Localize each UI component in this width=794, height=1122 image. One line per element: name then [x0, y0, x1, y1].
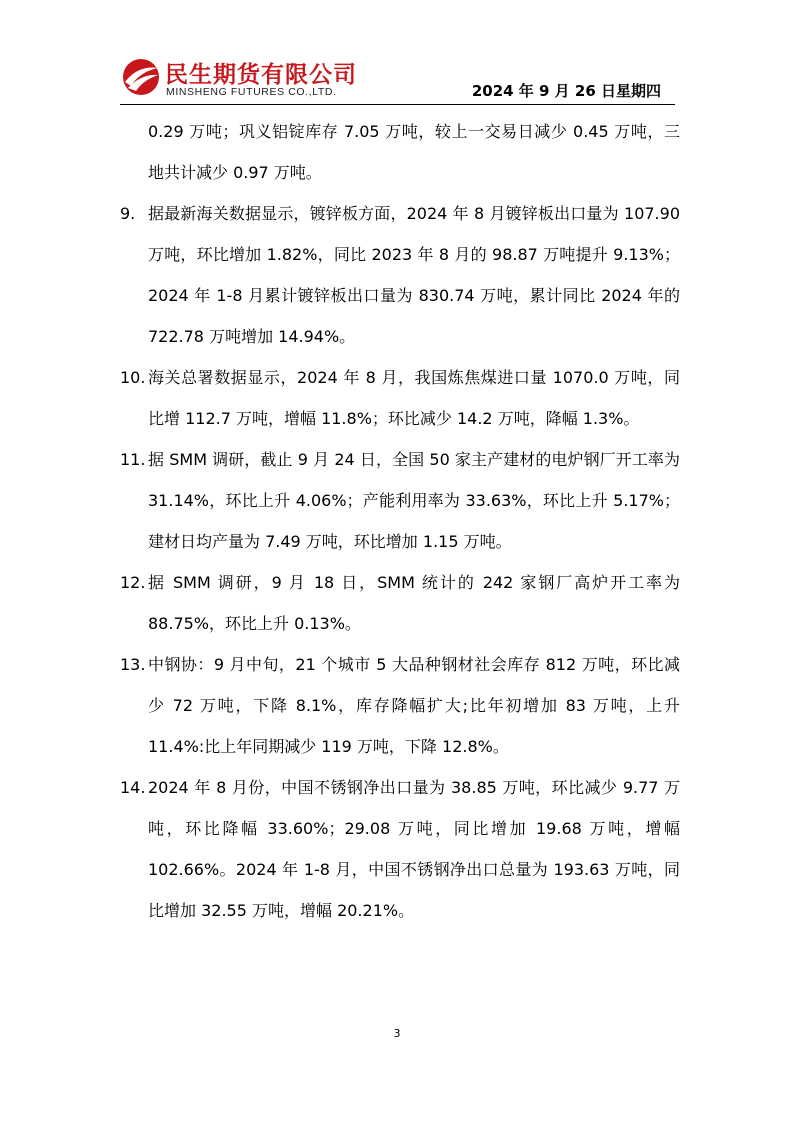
item-number: 12.	[120, 573, 146, 592]
company-name-cn: 民生期货有限公司	[165, 62, 357, 88]
list-item	[120, 562, 680, 644]
item-number: 13.	[120, 655, 146, 674]
list-item	[120, 439, 680, 562]
item-text: 据 SMM 调研，截止 9 月 24 日，全国 50 家主产建材的电炉钢厂开工率为 31.14%，环比上升 4.06%；产能利用率为 33.63%，环比上升 5.17%；建材日均产量为 7.49 万吨，环比增加 1.15 万吨。	[148, 450, 680, 551]
list-item	[120, 193, 680, 357]
item-text: 据最新海关数据显示，镀锌板方面，2024 年 8 月镀锌板出口量为 107.90 万吨，环比增加 1.82%，同比 2023 年 8 月的 98.87 万吨提升 9.13%；2024 年 1-8 月累计镀锌板出口量为 830.74 万吨，累计同比 2024 年的 722.78 万吨增加 14.94%。	[148, 204, 680, 346]
page-number: 3	[393, 1027, 401, 1040]
item-number: 11.	[120, 450, 146, 469]
item-number: 14.	[120, 778, 146, 797]
report-date: 2024 年 9 月 26 日星期四	[471, 82, 661, 100]
document-body	[120, 108, 680, 931]
item-number: 10.	[120, 368, 146, 387]
item-text: 2024 年 8 月份，中国不锈钢净出口量为 38.85 万吨，环比减少 9.77 万吨，环比降幅 33.60%；29.08 万吨，同比增加 19.68 万吨，增幅 102.66%。2024 年 1-8 月，中国不锈钢净出口总量为 193.63 万吨，同比增加 32.55 万吨，增幅 20.21%。	[148, 778, 680, 920]
list-item	[120, 644, 680, 767]
company-name-en: MINSHENG FUTURES CO.,LTD.	[166, 86, 337, 98]
continuation-paragraph: 0.29 万吨；巩义铝锭库存 7.05 万吨，较上一交易日减少 0.45 万吨，三地共计减少 0.97 万吨。	[148, 122, 680, 182]
page-header	[0, 0, 794, 110]
minsheng-logo-icon	[120, 56, 162, 98]
list-item	[120, 767, 680, 931]
item-text: 海关总署数据显示，2024 年 8 月，我国炼焦煤进口量 1070.0 万吨，同比增 112.7 万吨，增幅 11.8%；环比减少 14.2 万吨，降幅 1.3%。	[148, 368, 680, 428]
item-text: 中钢协：9 月中旬，21 个城市 5 大品种钢材社会库存 812 万吨，环比减少 72 万吨，下降 8.1%，库存降幅扩大;比年初增加 83 万吨，上升 11.4%:比上年同期减少 119 万吨，下降 12.8%。	[148, 655, 680, 756]
item-text: 据 SMM 调研，9 月 18 日，SMM 统计的 242 家钢厂高炉开工率为 88.75%，环比上升 0.13%。	[148, 573, 680, 633]
list-item	[120, 357, 680, 439]
header-divider	[120, 104, 675, 105]
item-number: 9.	[120, 204, 136, 223]
